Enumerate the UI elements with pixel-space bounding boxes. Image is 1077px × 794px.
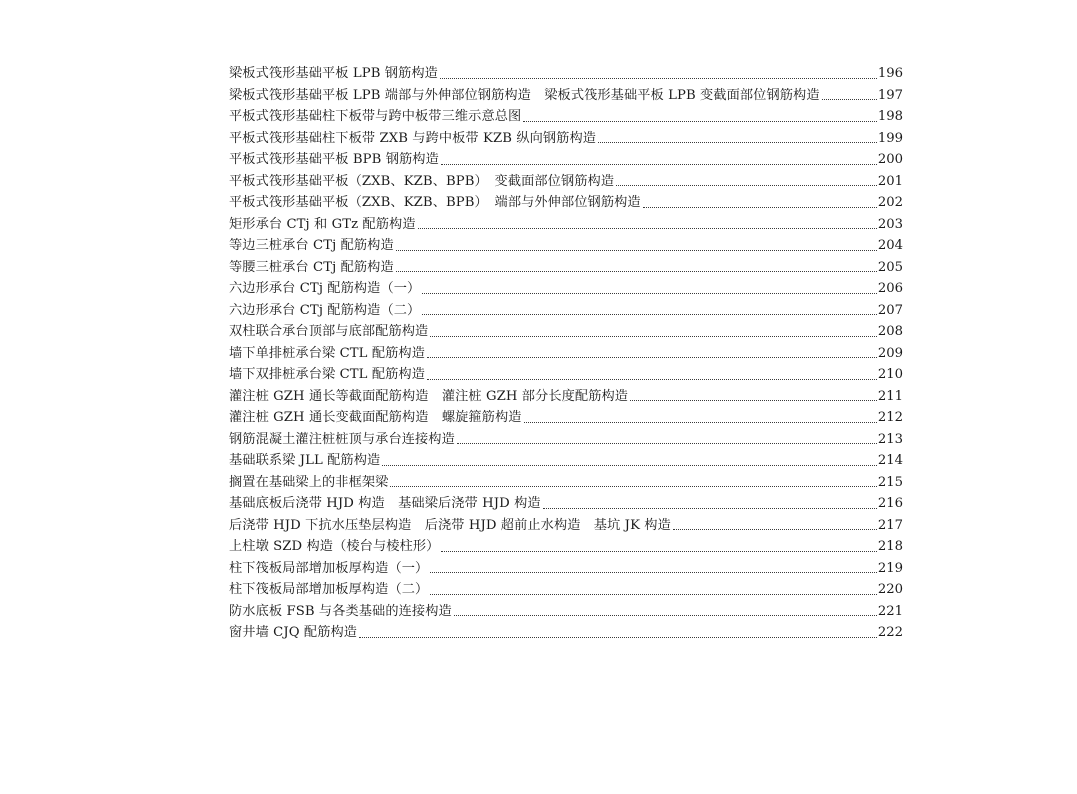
toc-entry-page-number: 214 bbox=[877, 453, 903, 468]
toc-entry-page-number: 216 bbox=[877, 496, 903, 511]
toc-entry-title: 窗井墙 CJQ 配筋构造 bbox=[229, 625, 358, 640]
toc-entry-page-number: 212 bbox=[877, 410, 903, 425]
toc-entry[interactable] bbox=[229, 149, 903, 171]
toc-entry-title: 等腰三桩承台 CTj 配筋构造 bbox=[229, 259, 394, 275]
toc-entry-title: 灌注桩 GZH 通长等截面配筋构造 灌注桩 GZH 部分长度配筋构造 bbox=[229, 388, 629, 404]
dot-leader bbox=[396, 271, 877, 272]
toc-entry[interactable] bbox=[229, 343, 903, 365]
toc-entry-title: 六边形承台 CTj 配筋构造（一） bbox=[229, 281, 421, 296]
dot-leader bbox=[524, 422, 877, 423]
toc-entry-title: 六边形承台 CTj 配筋构造（二） bbox=[229, 302, 421, 318]
dot-leader bbox=[673, 529, 877, 530]
toc-entry-title: 矩形承台 CTj 和 GTz 配筋构造 bbox=[229, 216, 416, 232]
dot-leader bbox=[422, 314, 877, 315]
toc-entry-title: 基础底板后浇带 HJD 构造 基础梁后浇带 HJD 构造 bbox=[229, 496, 541, 511]
toc-entry[interactable] bbox=[229, 106, 903, 128]
toc-entry-title: 柱下筏板局部增加板厚构造（一） bbox=[229, 560, 429, 576]
dot-leader bbox=[454, 615, 877, 616]
toc-entry-title: 后浇带 HJD 下抗水压垫层构造 后浇带 HJD 超前止水构造 基坑 JK 构造 bbox=[229, 517, 671, 533]
dot-leader bbox=[441, 164, 877, 165]
toc-entry-title: 平板式筏形基础平板（ZXB、KZB、BPB） 端部与外伸部位钢筋构造 bbox=[229, 195, 641, 210]
toc-entry-title: 上柱墩 SZD 构造（棱台与棱柱形） bbox=[229, 539, 440, 554]
toc-entry-page-number: 197 bbox=[877, 87, 903, 103]
toc-entry-title: 双柱联合承台顶部与底部配筋构造 bbox=[229, 324, 429, 339]
toc-entry-page-number: 204 bbox=[877, 238, 903, 253]
dot-leader bbox=[430, 336, 877, 337]
toc-entry-page-number: 200 bbox=[877, 152, 903, 167]
dot-leader bbox=[822, 99, 877, 100]
toc-entry[interactable] bbox=[229, 601, 903, 623]
toc-entry-title: 灌注桩 GZH 通长变截面配筋构造 螺旋箍筋构造 bbox=[229, 410, 522, 425]
toc-entry-page-number: 202 bbox=[877, 195, 903, 210]
dot-leader bbox=[441, 551, 876, 552]
toc-entry-page-number: 196 bbox=[877, 66, 903, 81]
dot-leader bbox=[616, 185, 877, 186]
table-of-contents bbox=[229, 63, 903, 644]
toc-entry-page-number: 207 bbox=[877, 302, 903, 318]
toc-entry-page-number: 222 bbox=[877, 625, 903, 640]
toc-entry[interactable] bbox=[229, 515, 903, 537]
dot-leader bbox=[422, 293, 877, 294]
toc-entry[interactable] bbox=[229, 321, 903, 343]
toc-entry-page-number: 199 bbox=[877, 130, 903, 146]
toc-entry-title: 墙下双排桩承台梁 CTL 配筋构造 bbox=[229, 367, 425, 382]
dot-leader bbox=[359, 637, 877, 638]
toc-entry-page-number: 198 bbox=[877, 109, 903, 124]
toc-entry-title: 墙下单排桩承台梁 CTL 配筋构造 bbox=[229, 345, 425, 361]
toc-entry-page-number: 208 bbox=[877, 324, 903, 339]
toc-entry-page-number: 201 bbox=[877, 173, 903, 189]
toc-entry-title: 平板式筏形基础柱下板带 ZXB 与跨中板带 KZB 纵向钢筋构造 bbox=[229, 130, 597, 146]
toc-entry-title: 基础联系梁 JLL 配筋构造 bbox=[229, 453, 381, 468]
toc-entry-title: 钢筋混凝土灌注桩桩顶与承台连接构造 bbox=[229, 431, 455, 447]
toc-entry-page-number: 217 bbox=[877, 517, 903, 533]
dot-leader bbox=[523, 121, 877, 122]
toc-entry-page-number: 206 bbox=[877, 281, 903, 296]
toc-entry[interactable] bbox=[229, 472, 903, 494]
toc-entry-title: 平板式筏形基础平板 BPB 钢筋构造 bbox=[229, 152, 439, 167]
dot-leader bbox=[643, 207, 877, 208]
toc-entry-page-number: 211 bbox=[877, 388, 903, 404]
dot-leader bbox=[430, 594, 877, 595]
toc-entry-title: 平板式筏形基础柱下板带与跨中板带三维示意总图 bbox=[229, 109, 522, 124]
dot-leader bbox=[396, 250, 877, 251]
toc-entry[interactable] bbox=[229, 558, 903, 580]
toc-entry-page-number: 219 bbox=[877, 560, 903, 576]
toc-entry-title: 防水底板 FSB 与各类基础的连接构造 bbox=[229, 603, 452, 619]
dot-leader bbox=[630, 400, 877, 401]
toc-entry-page-number: 205 bbox=[877, 259, 903, 275]
toc-entry[interactable] bbox=[229, 300, 903, 322]
toc-entry-title: 搁置在基础梁上的非框架梁 bbox=[229, 474, 389, 490]
dot-leader bbox=[418, 228, 877, 229]
dot-leader bbox=[598, 142, 877, 143]
toc-entry[interactable] bbox=[229, 364, 903, 386]
toc-entry-title: 梁板式筏形基础平板 LPB 端部与外伸部位钢筋构造 梁板式筏形基础平板 LPB 变截面部位钢筋构造 bbox=[229, 87, 820, 103]
dot-leader bbox=[427, 379, 877, 380]
toc-entry-title: 平板式筏形基础平板（ZXB、KZB、BPB） 变截面部位钢筋构造 bbox=[229, 173, 615, 189]
toc-entry-page-number: 218 bbox=[877, 539, 903, 554]
toc-entry[interactable] bbox=[229, 235, 903, 257]
toc-entry[interactable] bbox=[229, 450, 903, 472]
toc-entry-page-number: 210 bbox=[877, 367, 903, 382]
toc-entry[interactable] bbox=[229, 407, 903, 429]
toc-entry-page-number: 221 bbox=[877, 603, 903, 619]
dot-leader bbox=[457, 443, 877, 444]
dot-leader bbox=[390, 486, 876, 487]
toc-entry-page-number: 220 bbox=[877, 582, 903, 597]
toc-entry[interactable] bbox=[229, 63, 903, 85]
toc-entry[interactable] bbox=[229, 579, 903, 601]
toc-entry[interactable] bbox=[229, 192, 903, 214]
toc-entry[interactable] bbox=[229, 622, 903, 644]
toc-entry[interactable] bbox=[229, 278, 903, 300]
toc-entry[interactable] bbox=[229, 257, 903, 279]
dot-leader bbox=[382, 465, 877, 466]
toc-entry[interactable] bbox=[229, 85, 903, 107]
toc-entry-page-number: 203 bbox=[877, 216, 903, 232]
toc-entry-page-number: 215 bbox=[877, 474, 903, 490]
toc-entry-title: 等边三桩承台 CTj 配筋构造 bbox=[229, 238, 394, 253]
dot-leader bbox=[440, 78, 877, 79]
dot-leader bbox=[427, 357, 877, 358]
toc-entry-title: 柱下筏板局部增加板厚构造（二） bbox=[229, 582, 429, 597]
dot-leader bbox=[543, 508, 877, 509]
toc-entry[interactable] bbox=[229, 536, 903, 558]
toc-entry[interactable] bbox=[229, 171, 903, 193]
toc-entry[interactable] bbox=[229, 493, 903, 515]
toc-entry-page-number: 209 bbox=[877, 345, 903, 361]
toc-entry[interactable] bbox=[229, 214, 903, 236]
toc-entry[interactable] bbox=[229, 128, 903, 150]
toc-entry[interactable] bbox=[229, 429, 903, 451]
toc-entry-page-number: 213 bbox=[877, 431, 903, 447]
toc-entry-title: 梁板式筏形基础平板 LPB 钢筋构造 bbox=[229, 66, 438, 81]
dot-leader bbox=[430, 572, 877, 573]
toc-entry[interactable] bbox=[229, 386, 903, 408]
